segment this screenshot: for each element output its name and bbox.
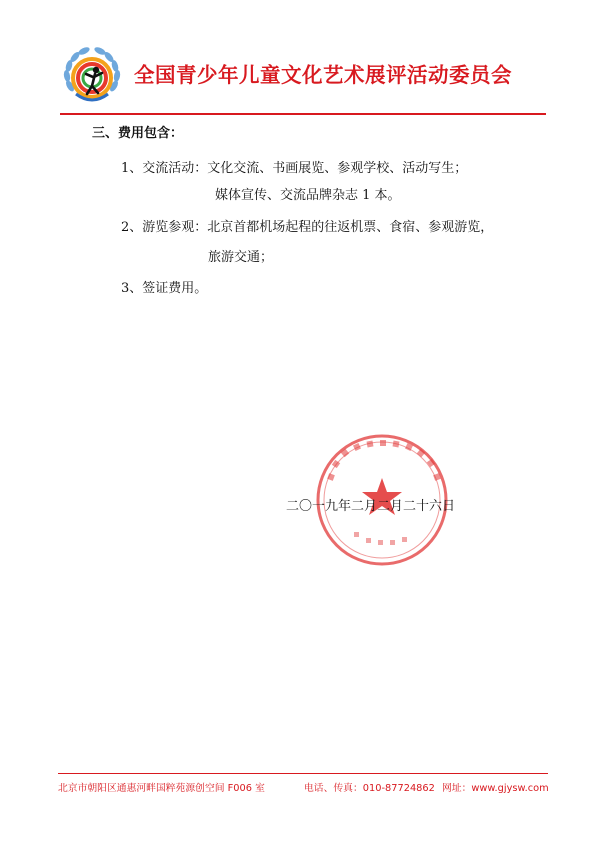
organization-title: 全国青少年儿童文化艺术展评活动委员会 xyxy=(134,63,512,87)
signature-date: 二〇一九年二月二月二十六日 xyxy=(286,499,456,514)
item-2-line-1: 2、游览参观：北京首都机场起程的往返机票、食宿、参观游览， xyxy=(121,220,494,235)
footer-phone: 电话、传真：010-87724862 xyxy=(304,783,435,794)
header-divider xyxy=(60,113,546,115)
footer-website: 网址：www.gjysw.com xyxy=(442,783,549,794)
item-2-line-2: 旅游交通； xyxy=(208,250,274,265)
item-1-line-2: 媒体宣传、交流品牌杂志 1 本。 xyxy=(215,188,401,203)
org-logo-icon xyxy=(60,44,124,108)
item-3-line-1: 3、签证费用。 xyxy=(121,281,208,296)
footer-address: 北京市朝阳区通惠河畔国粹苑源创空间 F006 室 xyxy=(58,783,265,794)
footer-divider xyxy=(58,773,548,774)
section-title: 三、费用包含： xyxy=(92,126,184,141)
item-1-line-1: 1、交流活动：文化交流、书画展览、参观学校、活动写生； xyxy=(121,161,468,176)
